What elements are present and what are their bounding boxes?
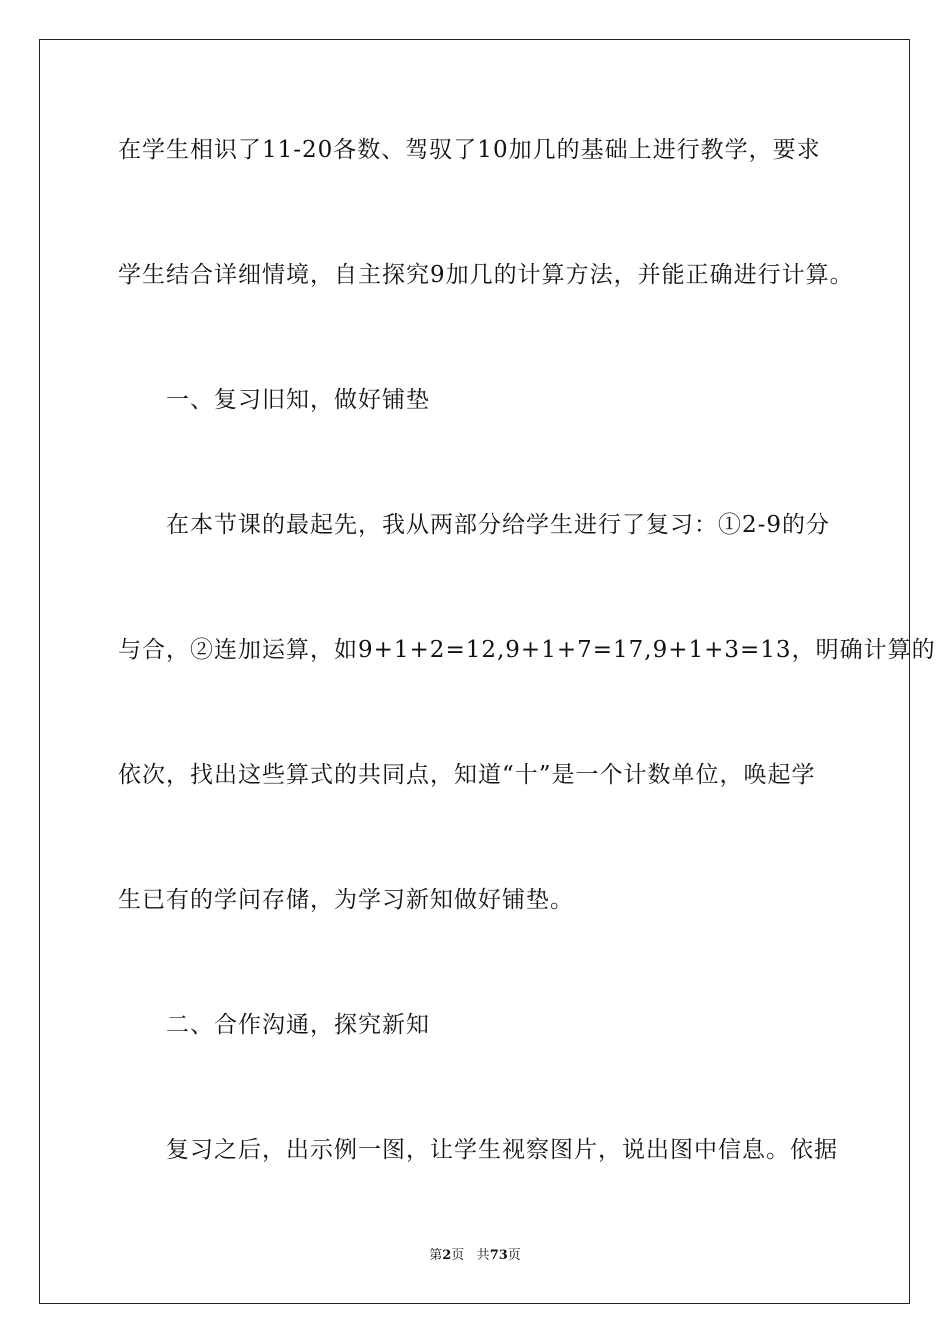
- page-footer: [0, 1247, 950, 1265]
- section-heading-1: 一、复习旧知，做好铺垫: [166, 387, 430, 413]
- page-number: 2: [442, 1248, 452, 1263]
- paragraph-line-1: 在学生相识了11-20各数、驾驭了10加几的基础上进行教学，要求: [118, 137, 821, 163]
- page-suffix: 页: [451, 1248, 465, 1263]
- paragraph-line-4: 与合，②连加运算，如9+1+2=12,9+1+7=17,9+1+3=13，明确计算的: [118, 637, 936, 663]
- total-suffix: 页: [507, 1248, 521, 1263]
- section-heading-2: 二、合作沟通，探究新知: [166, 1012, 430, 1038]
- paragraph-line-7: 复习之后，出示例一图，让学生视察图片，说出图中信息。依据: [166, 1137, 838, 1163]
- total-pages: 73: [489, 1248, 508, 1263]
- total-prefix: 共: [476, 1248, 490, 1263]
- page-prefix: 第: [429, 1248, 443, 1263]
- paragraph-line-2: 学生结合详细情境，自主探究9加几的计算方法，并能正确进行计算。: [118, 262, 854, 288]
- page-border: [39, 39, 936, 1304]
- paragraph-line-3: 在本节课的最起先，我从两部分给学生进行了复习：①2-9的分: [166, 512, 831, 538]
- paragraph-line-5: 依次，找出这些算式的共同点，知道“十”是一个计数单位，唤起学: [118, 762, 816, 788]
- paragraph-line-6: 生已有的学问存储，为学习新知做好铺垫。: [118, 887, 574, 913]
